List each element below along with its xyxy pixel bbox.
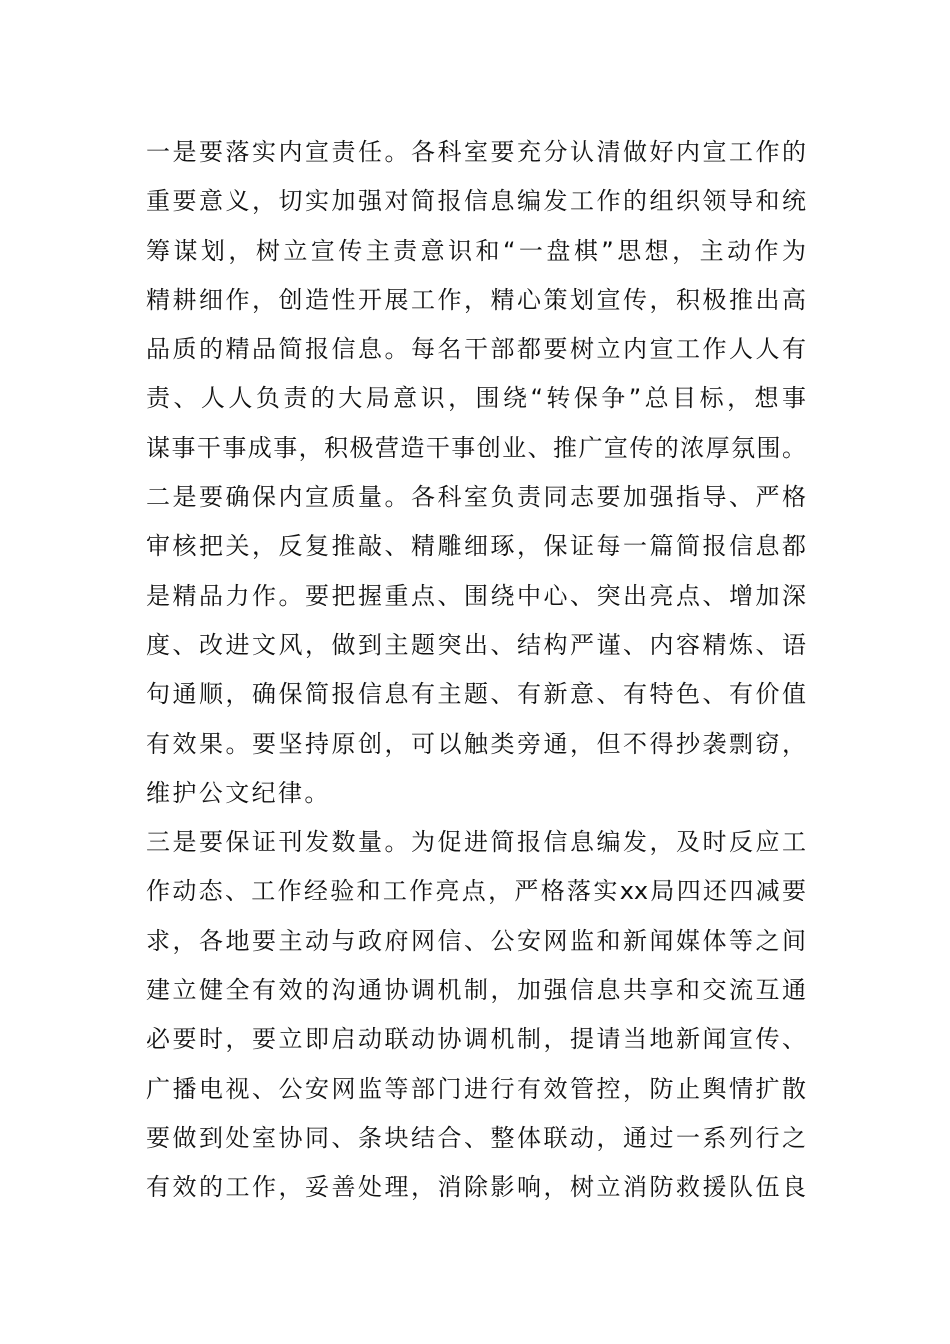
text-line: 品质的精品简报信息。每名干部都要树立内宣工作人人有 — [146, 335, 806, 364]
text-line: 审核把关，反复推敲、精雕细琢，保证每一篇简报信息都 — [146, 532, 806, 561]
text-line: 要做到处室协同、条块结合、整体联动，通过一系列行之 — [146, 1123, 806, 1152]
document-page — [146, 128, 806, 1213]
text-line: 作动态、工作经验和工作亮点，严格落实xx局四还四减要 — [146, 877, 806, 906]
text-line: 建立健全有效的沟通协调机制，加强信息共享和交流互通 — [146, 976, 806, 1005]
paragraph-1 — [146, 128, 806, 473]
text-line: 句通顺，确保简报信息有主题、有新意、有特色、有价值 — [146, 680, 806, 709]
text-line: 度、改进文风，做到主题突出、结构严谨、内容精炼、语 — [146, 630, 806, 659]
text-line: 二是要确保内宣质量。各科室负责同志要加强指导、严格 — [146, 483, 806, 512]
text-line: 求，各地要主动与政府网信、公安网监和新闻媒体等之间 — [146, 926, 806, 955]
text-line: 维护公文纪律。 — [146, 778, 331, 807]
text-line: 广播电视、公安网监等部门进行有效管控，防止舆情扩散 — [146, 1074, 806, 1103]
text-line: 三是要保证刊发数量。为促进简报信息编发，及时反应工 — [146, 828, 806, 857]
text-line: 有效的工作，妥善处理，消除影响，树立消防救援队伍良 — [146, 1173, 806, 1202]
text-line: 筹谋划，树立宣传主责意识和“一盘棋”思想，主动作为 — [146, 236, 806, 265]
paragraph-3 — [146, 818, 806, 1212]
text-line: 是精品力作。要把握重点、围绕中心、突出亮点、增加深 — [146, 581, 806, 610]
text-line: 一是要落实内宣责任。各科室要充分认清做好内宣工作的 — [146, 138, 806, 166]
text-line: 谋事干事成事，积极营造干事创业、推广宣传的浓厚氛围。 — [146, 433, 806, 462]
text-line: 重要意义，切实加强对简报信息编发工作的组织领导和统 — [146, 187, 806, 216]
text-line: 精耕细作，创造性开展工作，精心策划宣传，积极推出高 — [146, 285, 806, 314]
text-line: 责、人人负责的大局意识，围绕“转保争”总目标，想事 — [146, 384, 806, 413]
text-line: 必要时，要立即启动联动协调机制，提请当地新闻宣传、 — [146, 1025, 806, 1054]
paragraph-2 — [146, 473, 806, 818]
text-line: 有效果。要坚持原创，可以触类旁通，但不得抄袭剽窃， — [146, 729, 806, 758]
